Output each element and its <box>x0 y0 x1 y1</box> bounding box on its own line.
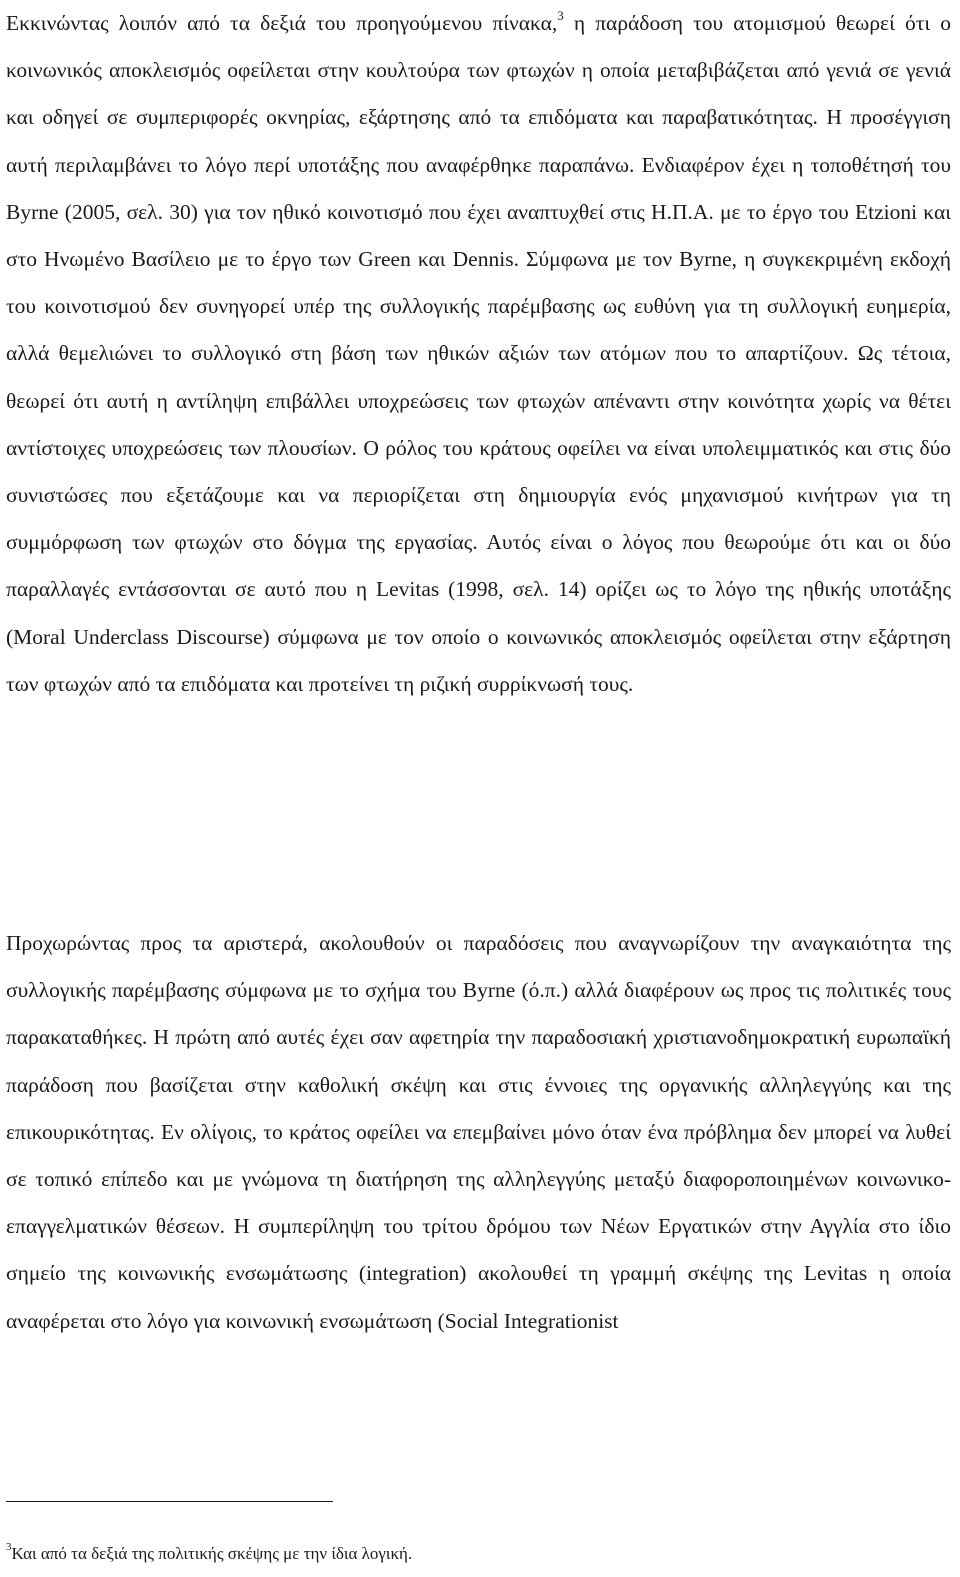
paragraph-2: Προχωρώντας προς τα αριστερά, ακολουθούν οι παραδόσεις που αναγνωρίζουν την αναγκαιότητα της συλλογικής παρέμβασης σύμφωνα με το σχήμα του Byrne (ό.π.) αλλά διαφέρουν ως προς τις πολιτικές τους παρακαταθήκες. Η πρώτη από αυτές έχει σαν αφετηρία την παραδοσιακή χριστιανοδημοκρατική ευρωπαϊκή παράδοση που βασίζεται στην καθολική σκέψη και στις έννοιες της οργανικής αλληλεγγύης και της επικουρικότητας. Εν ολίγοις, το κράτος οφείλει να επεμβαίνει μόνο όταν ένα πρόβλημα δεν μπορεί να λυθεί σε τοπικό επίπεδο και με γνώμονα τη διατήρηση της αλληλεγγύης μεταξύ διαφοροποιημένων κοινωνικο-επαγγελματικών θέσεων. Η συμπερίληψη του τρίτου δρόμου των Νέων Εργατικών στην Αγγλία στο ίδιο σημείο της κοινωνικής ενσωμάτωσης (integration) ακολουθεί τη γραμμή σκέψης της Levitas η οποία αναφέρεται στο λόγο για κοινωνική ενσωμάτωση (Social Integrationist <box>6 931 951 1333</box>
footnote <box>6 1542 412 1566</box>
footnote-reference[interactable]: 3 <box>557 7 564 23</box>
footnote-number: 3 <box>6 1541 12 1554</box>
paragraph-1 <box>6 0 951 708</box>
footnote-text: Και από τα δεξιά της πολιτικής σκέψης με την ίδια λογική. <box>11 1544 413 1563</box>
footnote-separator <box>6 1501 333 1502</box>
paragraph-1-text-start: Εκκινώντας λοιπόν από τα δεξιά του προηγούμενου πίνακα, <box>6 11 558 35</box>
paragraph-1-text-rest: η παράδοση του ατομισμού θεωρεί ότι ο κοινωνικός αποκλεισμός οφείλεται στην κουλτούρα των φτωχών η οποία μεταβιβάζεται από γενιά σε γενιά και οδηγεί σε συμπεριφορές οκνηρίας, εξάρτησης από τα επιδόματα και παραβατικότητας. Η προσέγγιση αυτή περιλαμβάνει το λόγο περί υποτάξης που αναφέρθηκε παραπάνω. Ενδιαφέρον έχει η τοποθέτησή του Byrne (2005, σελ. 30) για τον ηθικό κοινοτισμό που έχει αναπτυχθεί στις Η.Π.Α. με το έργο του Etzioni και στο Ηνωμένο Βασίλειο με το έργο των Green και Dennis. Σύμφωνα με τον Byrne, η συγκεκριμένη εκδοχή του κοινοτισμού δεν συνηγορεί υπέρ της συλλογικής παρέμβασης ως ευθύνη για τη συλλογική ευημερία, αλλά θεμελιώνει το συλλογικό στη βάση των ηθικών αξιών των ατόμων που το απαρτίζουν. Ως τέτοια, θεωρεί ότι αυτή η αντίληψη επιβάλλει υποχρεώσεις των φτωχών απέναντι στην κοινότητα χωρίς να θέτει αντίστοιχες υποχρεώσεις των πλουσίων. Ο ρόλος του κράτους οφείλει να είναι υπολειμματικός και στις δύο συνιστώσες που εξετάζουμε και να περιορίζεται στη δημιουργία ενός μηχανισμού κινήτρων για τη συμμόρφωση των φτωχών στο δόγμα της εργασίας. Αυτός είναι ο λόγος που θεωρούμε ότι και οι δύο παραλλαγές εντάσσονται σε αυτό που η Levitas (1998, σελ. 14) ορίζει ως το λόγο της ηθικής υποτάξης (Moral Underclass Discourse) σύμφωνα με τον οποίο ο κοινωνικός αποκλεισμός οφείλεται στην εξάρτηση των φτωχών από τα επιδόματα και προτείνει τη ριζική συρρίκνωσή τους. <box>6 11 951 696</box>
